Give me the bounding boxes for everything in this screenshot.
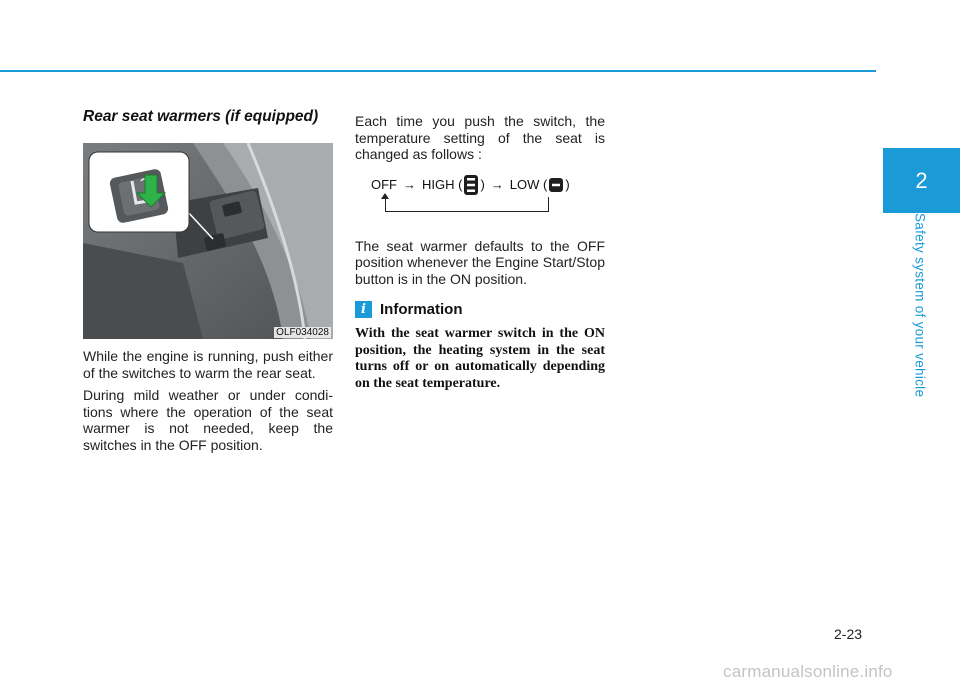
information-heading — [355, 301, 605, 318]
loop-return-line — [385, 197, 549, 212]
low-indicator-icon — [548, 174, 564, 196]
left-column — [83, 108, 333, 453]
seq-off: OFF — [371, 177, 397, 192]
seq-low: LOW ( — [509, 177, 548, 192]
header-rule — [0, 70, 876, 72]
paragraph-intro: Each time you push the switch, the temperature setting of the seat is changed as follows : — [355, 113, 605, 162]
chapter-tab — [883, 148, 960, 213]
seq-low-close: ) — [565, 177, 570, 192]
seq-arrow-1: → — [403, 177, 416, 192]
paragraph-mild-weather: During mild weather or under condi-tions where the operation of the seat warmer is not needed, keep the switches in the OFF position. — [83, 387, 333, 453]
setting-sequence — [355, 173, 605, 225]
paragraph-running: While the engine is running, push either of the switches to warm the rear seat. — [83, 348, 333, 381]
seq-high-close: ) — [480, 177, 485, 192]
chapter-title-vertical — [908, 213, 932, 403]
info-icon: i — [355, 301, 372, 318]
door-switch-photo — [83, 143, 333, 339]
figure-code: OLF034028 — [276, 327, 329, 338]
section-title: Rear seat warmers (if equipped) — [83, 108, 319, 125]
information-text: With the seat warmer switch in the ON position, the heating system in the seat turns off or on automatically depending on the seat temperature. — [355, 326, 605, 391]
seq-high: HIGH ( — [422, 177, 463, 192]
chapter-title: Safety system of your vehicle — [912, 213, 928, 398]
chapter-number: 2 — [915, 167, 928, 193]
door-panel-illustration — [83, 143, 333, 339]
paragraph-defaults: The seat warmer defaults to the OFF position whenever the Engine Start/Stop button is in the ON position. — [355, 237, 605, 287]
right-column — [355, 113, 605, 392]
seq-arrow-2: → — [490, 177, 504, 192]
page-number: 2-23 — [834, 626, 863, 642]
watermark: carmanualsonline.info — [723, 662, 893, 681]
information-title: Information — [380, 301, 463, 318]
high-indicator-icon — [463, 174, 479, 196]
